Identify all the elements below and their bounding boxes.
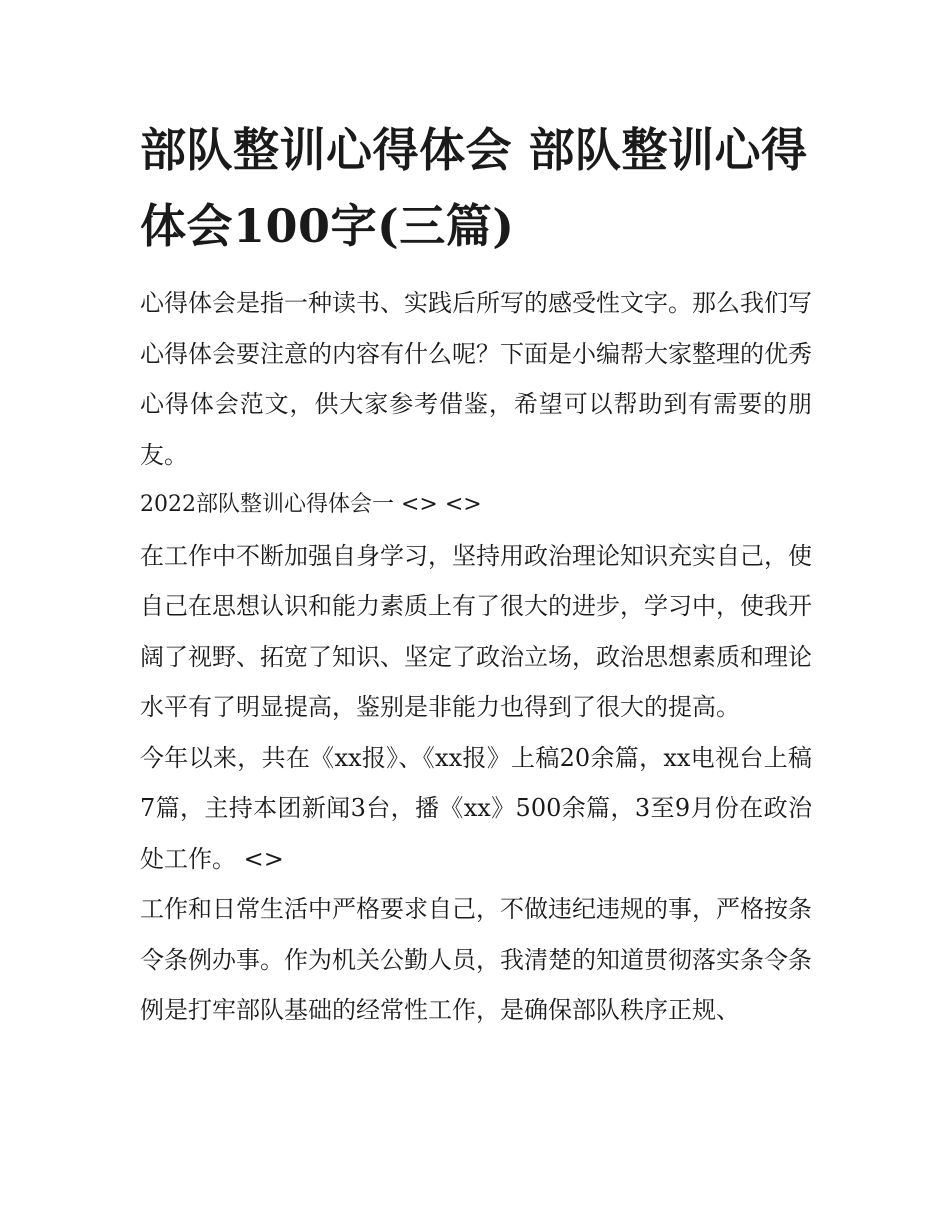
intro-paragraph: 心得体会是指一种读书、实践后所写的感受性文字。那么我们写心得体会要注意的内容有什么呢？下面是小编帮大家整理的优秀心得体会范文，供大家参考借鉴，希望可以帮助到有需要的朋友。 — [140, 289, 812, 469]
body-paragraph-1: 在工作中不断加强自身学习，坚持用政治理论知识充实自己，使自己在思想认识和能力素质上有了很大的进步，学习中，使我开阔了视野、拓宽了知识、坚定了政治立场，政治思想素质和理论水平有了明显提高，鉴别是非能力也得到了很大的提高。 — [140, 541, 812, 721]
document-title: 部队整训心得体会 部队整训心得体会100字(三篇) — [140, 123, 808, 253]
body-paragraph-2: 今年以来，共在《xx报》、《xx报》上稿20余篇，xx电视台上稿7篇，主持本团新闻3台，播《xx》500余篇，3至9月份在政治处工作。 <> — [140, 743, 812, 873]
body-paragraph-3: 工作和日常生活中严格要求自己，不做违纪违规的事，严格按条令条例办事。作为机关公勤人员，我清楚的知道贯彻落实条令条例是打牢部队基础的经常性工作，是确保部队秩序正规、 — [140, 895, 812, 1024]
document-page — [140, 112, 812, 1036]
section-heading: 2022部队整训心得体会一 <> <> — [140, 492, 482, 517]
